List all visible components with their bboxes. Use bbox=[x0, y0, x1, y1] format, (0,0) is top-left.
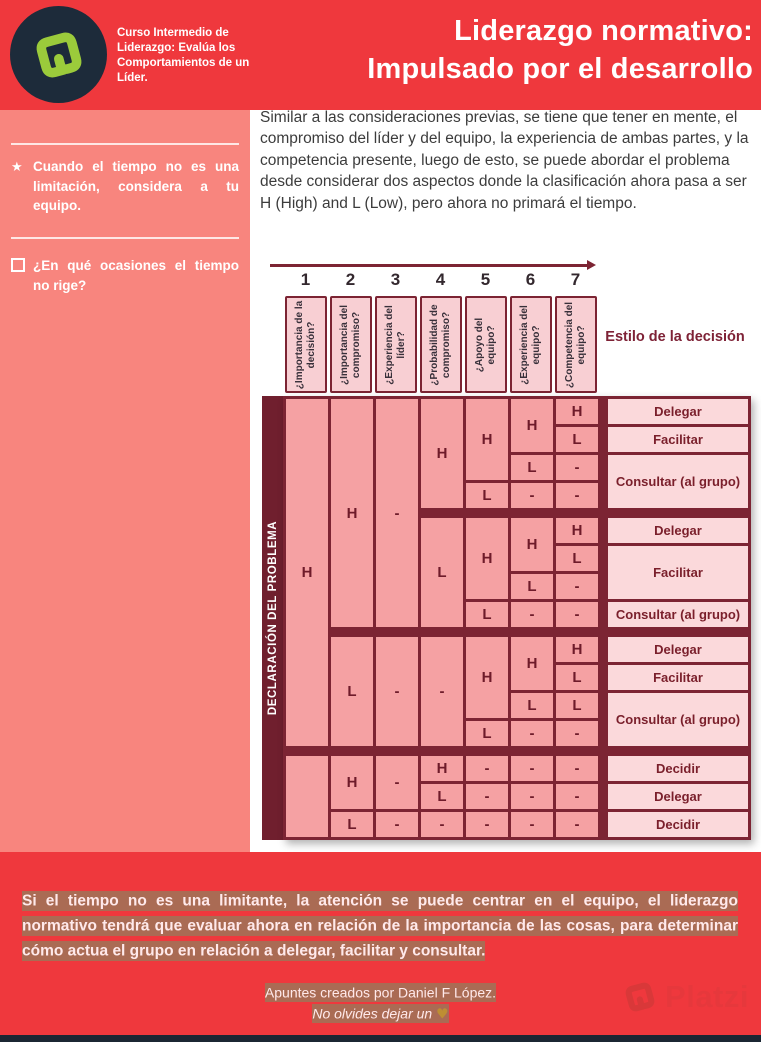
column-question-text: ¿Experiencia del equipo? bbox=[518, 304, 542, 385]
matrix-factor-cell: L bbox=[466, 602, 508, 627]
problem-statement-axis bbox=[262, 396, 283, 840]
summary-text: Si el tiempo no es una limitante, la atención se puede centrar en el equipo, el liderazgo normativo tendrá que evaluar ahora en relación de la importancia de las cosas, para determinar cómo actua el grupo en relación a delegar, facilitar y consultar. bbox=[22, 892, 738, 960]
column-question-cell bbox=[330, 296, 372, 393]
matrix-factor-cell: L bbox=[511, 455, 553, 480]
decision-style-cell: Facilitar bbox=[608, 546, 748, 599]
matrix-factor-cell: L bbox=[556, 665, 598, 690]
matrix-factor-cell: - bbox=[556, 602, 598, 627]
column-number: 4 bbox=[435, 270, 446, 289]
title-line-1: Liderazgo normativo: bbox=[454, 15, 753, 47]
matrix-factor-cell: L bbox=[511, 574, 553, 599]
matrix-factor-cell: H bbox=[466, 637, 508, 718]
title-line-2: Impulsado por el desarrollo bbox=[367, 52, 753, 85]
matrix-factor-cell bbox=[286, 756, 328, 837]
matrix-factor-cell: - bbox=[421, 637, 463, 746]
matrix-factor-cell: L bbox=[466, 721, 508, 746]
matrix-factor-cell: - bbox=[511, 483, 553, 508]
platzi-watermark-icon bbox=[612, 969, 668, 1025]
matrix-factor-cell: L bbox=[421, 784, 463, 809]
sidebar-note-text: Cuando el tiempo no es una limitación, considera a tu equipo. bbox=[33, 159, 239, 214]
column-number: 5 bbox=[480, 270, 491, 289]
column-question-text: ¿Probabilidad de compromiso? bbox=[428, 303, 452, 386]
matrix-factor-cell: L bbox=[556, 427, 598, 452]
sidebar-question bbox=[11, 256, 239, 295]
matrix-factor-cell: - bbox=[556, 574, 598, 599]
matrix-factor-cell: H bbox=[286, 399, 328, 746]
decision-style-cell: Decidir bbox=[608, 812, 748, 837]
matrix-factor-cell: - bbox=[466, 812, 508, 837]
decision-style-header: Estilo de la decisión bbox=[605, 329, 745, 345]
matrix-factor-cell: L bbox=[331, 637, 373, 746]
decision-style-cell: Delegar bbox=[608, 637, 748, 662]
column-number: 6 bbox=[525, 270, 536, 289]
column-question-cell bbox=[465, 296, 507, 393]
column-numbers bbox=[283, 270, 598, 290]
matrix-factor-cell: - bbox=[511, 812, 553, 837]
decision-matrix bbox=[262, 260, 751, 833]
credit-line-2: No olvides dejar un ♥ bbox=[312, 1005, 449, 1022]
course-label: Curso Intermedio de Liderazgo: Evalúa los Comportamientos de un Líder. bbox=[117, 27, 250, 84]
problem-statement-label: DECLARACIÓN DEL PROBLEMA bbox=[266, 520, 279, 716]
matrix-factor-cell: - bbox=[376, 637, 418, 746]
footer bbox=[0, 852, 761, 1035]
matrix-factor-cell: L bbox=[556, 546, 598, 571]
sidebar bbox=[0, 110, 250, 852]
matrix-factor-cell: - bbox=[511, 721, 553, 746]
column-question-text: ¿Experiencia del líder? bbox=[383, 304, 407, 385]
matrix-factor-cell: - bbox=[556, 812, 598, 837]
column-question-headers bbox=[283, 296, 598, 393]
divider bbox=[11, 143, 239, 145]
decision-style-cell: Facilitar bbox=[608, 427, 748, 452]
decision-style-cell: Delegar bbox=[608, 518, 748, 543]
matrix-factor-cell: - bbox=[556, 784, 598, 809]
matrix-factor-cell: L bbox=[421, 518, 463, 627]
matrix-factor-cell: H bbox=[511, 399, 553, 452]
decision-style-cell: Facilitar bbox=[608, 665, 748, 690]
star-icon: ★ bbox=[11, 159, 23, 174]
sidebar-note bbox=[11, 157, 239, 216]
column-number: 3 bbox=[390, 270, 401, 289]
column-question-cell bbox=[420, 296, 462, 393]
credit-line-1: Apuntes creados por Daniel F López. bbox=[264, 984, 497, 1000]
column-number: 1 bbox=[300, 270, 311, 289]
bottom-bar bbox=[0, 1035, 761, 1042]
decision-style-cell: Consultar (al grupo) bbox=[608, 602, 748, 627]
decision-style-cell: Delegar bbox=[608, 784, 748, 809]
column-question-cell bbox=[375, 296, 417, 393]
matrix-factor-cell: L bbox=[331, 812, 373, 837]
matrix-factor-cell: H bbox=[556, 637, 598, 662]
matrix-factor-cell: - bbox=[511, 602, 553, 627]
matrix-factor-cell: - bbox=[556, 756, 598, 781]
column-question-text: ¿Importancia del compromiso? bbox=[338, 304, 362, 385]
main-content bbox=[250, 110, 761, 852]
matrix-factor-cell: H bbox=[511, 518, 553, 571]
column-question-text: ¿Competencia del equipo? bbox=[563, 301, 587, 388]
checkbox-icon bbox=[11, 258, 25, 272]
column-number: 7 bbox=[570, 270, 581, 289]
matrix-factor-cell: H bbox=[556, 399, 598, 424]
decision-style-cell: Consultar (al grupo) bbox=[608, 693, 748, 746]
column-question-cell bbox=[555, 296, 597, 393]
matrix-factor-cell: H bbox=[331, 756, 373, 809]
matrix-factor-cell: - bbox=[376, 812, 418, 837]
column-question-cell bbox=[285, 296, 327, 393]
matrix-factor-cell: L bbox=[511, 693, 553, 718]
intro-paragraph: Similar a las consideraciones previas, se tiene que tener en mente, el compromiso del líder y del equipo, la experiencia de ambas partes, y la competencia presente, luego de esto, se puede abordar el problema desde considerar dos aspectos donde la clasificación ahora pasa a ser H (High) and L (Low), pero ahora no primará el tiempo. bbox=[260, 109, 749, 212]
matrix-factor-cell: - bbox=[376, 399, 418, 627]
matrix-factor-cell: - bbox=[466, 784, 508, 809]
sidebar-question-text: ¿En qué ocasiones el tiempo no rige? bbox=[33, 258, 239, 293]
matrix-factor-cell: - bbox=[511, 756, 553, 781]
matrix-factor-cell: H bbox=[331, 399, 373, 627]
matrix-factor-cell: - bbox=[556, 483, 598, 508]
matrix-factor-cell: L bbox=[466, 483, 508, 508]
matrix-factor-cell: - bbox=[421, 812, 463, 837]
matrix-factor-cell: L bbox=[556, 693, 598, 718]
platzi-watermark bbox=[617, 974, 749, 1020]
divider bbox=[11, 237, 239, 239]
gold-heart-icon: ♥ bbox=[436, 1006, 449, 1022]
matrix-factor-cell: H bbox=[466, 399, 508, 480]
column-question-text: ¿Apoyo del equipo? bbox=[473, 317, 497, 372]
decision-style-cell: Decidir bbox=[608, 756, 748, 781]
header bbox=[0, 0, 761, 110]
matrix-factor-cell: - bbox=[511, 784, 553, 809]
column-question-text: ¿Importancia de la decisión? bbox=[293, 300, 317, 389]
platzi-watermark-text: Platzi bbox=[665, 979, 749, 1014]
matrix-factor-cell: H bbox=[511, 637, 553, 690]
matrix-factor-cell: - bbox=[556, 455, 598, 480]
matrix-factor-cell: H bbox=[556, 518, 598, 543]
matrix-factor-cell: H bbox=[466, 518, 508, 599]
matrix-factor-cell: H bbox=[421, 399, 463, 508]
column-number: 2 bbox=[345, 270, 356, 289]
decision-style-cell: Delegar bbox=[608, 399, 748, 424]
matrix-factor-cell: H bbox=[421, 756, 463, 781]
arrow-icon bbox=[270, 264, 588, 267]
column-question-cell bbox=[510, 296, 552, 393]
platzi-logo-icon bbox=[10, 6, 107, 103]
decision-style-cell: Consultar (al grupo) bbox=[608, 455, 748, 508]
page-title bbox=[233, 13, 753, 88]
matrix-factor-cell: - bbox=[466, 756, 508, 781]
matrix-factor-cell: - bbox=[376, 756, 418, 809]
matrix-factor-cell: - bbox=[556, 721, 598, 746]
matrix-grid bbox=[283, 396, 751, 840]
